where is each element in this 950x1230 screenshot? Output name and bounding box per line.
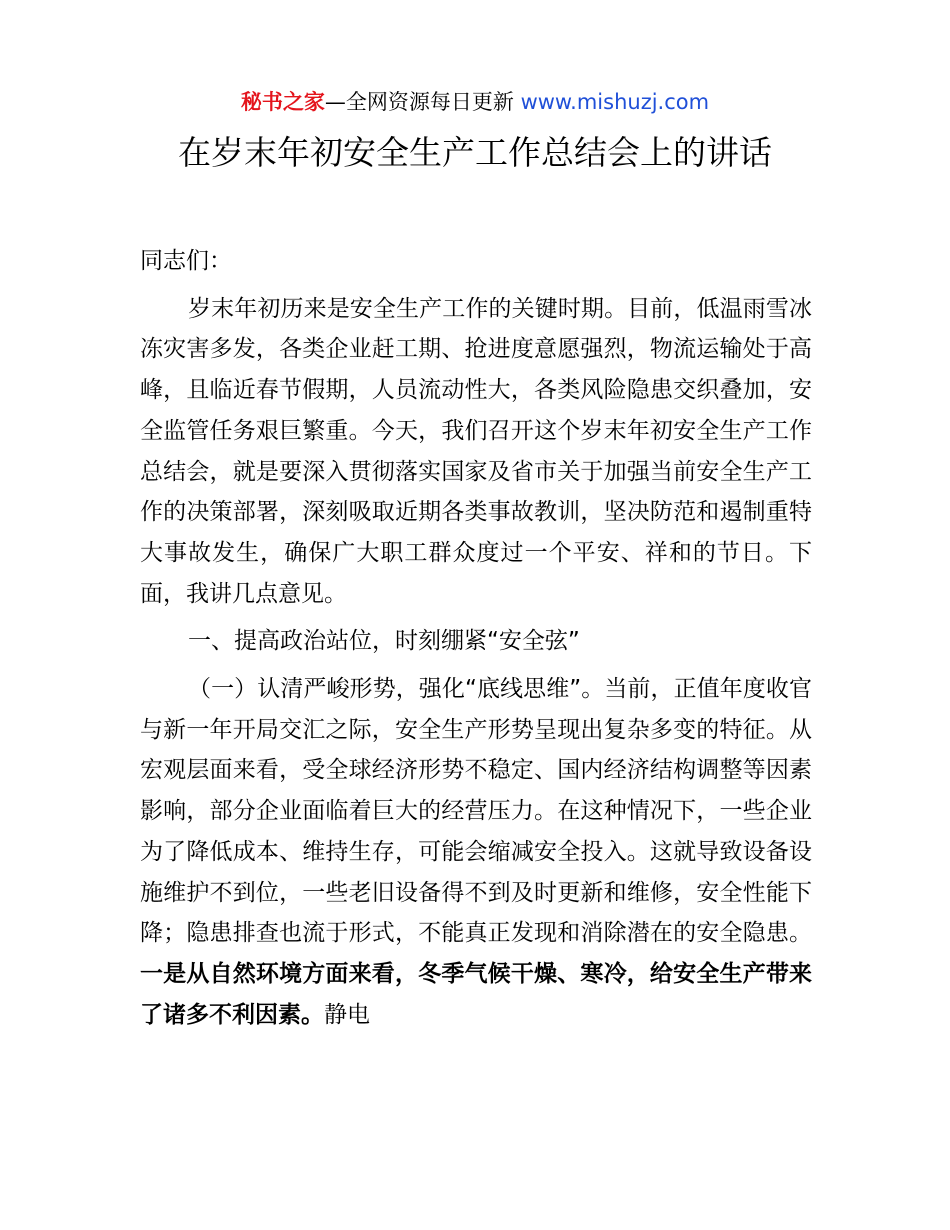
paragraph-subsection-one (140, 669, 812, 1035)
site-url-link[interactable]: www.mishuzj.com (520, 90, 710, 114)
subsection-one-bold-point: 一是从自然环境方面来看，冬季气候干燥、寒冷，给安全生产带来了诸多不利因素。 (140, 960, 812, 1028)
greeting: 同志们： (140, 248, 232, 274)
header-tagline: —全网资源每日更新 (324, 90, 514, 114)
brand-name: 秘书之家 (240, 90, 325, 114)
subsection-one-tail: 静电 (324, 1001, 370, 1028)
document-title: 在岁末年初安全生产工作总结会上的讲话 (178, 133, 772, 172)
document-body (140, 241, 812, 1035)
section-heading-one: 一、提高政治站位，时刻绷紧“安全弦” (188, 628, 580, 655)
paragraph-intro: 岁末年初历来是安全生产工作的关键时期。目前，低温雨雪冰冻灾害多发，各类企业赶工期、抢进度意愿强烈，物流运输处于高峰，且临近春节假期，人员流动性大，各类风险隐患交织叠加，安全监管任务艰巨繁重。今天，我们召开这个岁末年初安全生产工作总结会，就是要深入贯彻落实国家及省市关于加强当前安全生产工作的决策部署，深刻吸取近期各类事故教训，坚决防范和遏制重特大事故发生，确保广大职工群众度过一个平安、祥和的节日。下面，我讲几点意见。 (140, 295, 812, 607)
subsection-one-text: （一）认清严峻形势，强化“底线思维”。当前，正值年度收官与新一年开局交汇之际，安全生产形势呈现出复杂多变的特征。从宏观层面来看，受全球经济形势不稳定、国内经济结构调整等因素影响，部分企业面临着巨大的经营压力。在这种情况下，一些企业为了降低成本、维持生存，可能会缩减安全投入。这就导致设备设施维护不到位，一些老旧设备得不到及时更新和维修，安全性能下降；隐患排查也流于形式，不能真正发现和消除潜在的安全隐患。 (140, 676, 812, 947)
site-header (0, 88, 950, 116)
